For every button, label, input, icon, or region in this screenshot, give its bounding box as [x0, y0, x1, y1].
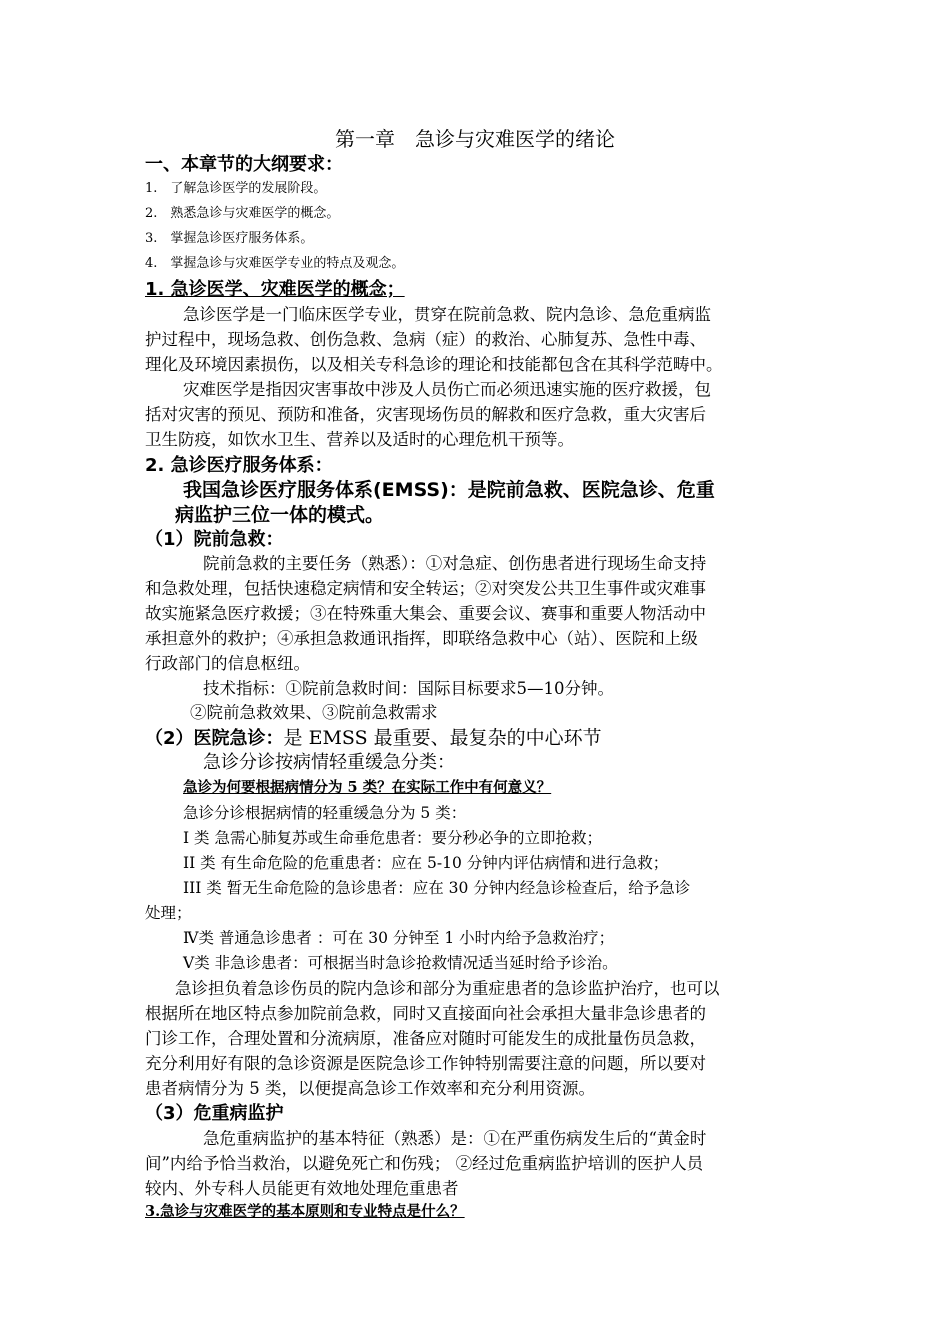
question-principles: 3.急诊与灾难医学的基本原则和专业特点是什么？	[145, 1203, 465, 1220]
prehospital-line3: 故实施紧急医疗救援；③在特殊重大集会、重要会议、赛事和重要人物活动中	[145, 604, 706, 623]
icu-line1: 急危重病监护的基本特征（熟悉）是：①在严重伤病发生后的“黄金时	[203, 1129, 707, 1148]
outline-item-4: 4. 掌握急诊与灾难医学专业的特点及观念。	[145, 256, 405, 271]
emss-definition-line2: 病监护三位一体的模式。	[175, 504, 385, 526]
prehospital-line4: 承担意外的救护；④承担急救通讯指挥，即联络急救中心（站）、医院和上级	[145, 629, 698, 648]
concept-para1-line2: 护过程中，现场急救、创伤急救、急病（症）的救治、心肺复苏、急性中毒、	[145, 330, 706, 349]
subheading-critical-care: （3）危重病监护	[145, 1103, 284, 1124]
heading-concepts: 1. 急诊医学、灾难医学的概念；	[145, 279, 405, 300]
tech-indicator-line1: 技术指标：①院前急救时间：国际目标要求5—10分钟。	[203, 679, 614, 698]
icu-line2: 间”内给予恰当救治，以避免死亡和伤残； ②经过危重病监护培训的医护人员	[145, 1154, 704, 1173]
prehospital-line2: 和急救处理，包括快速稳定病情和安全转运；②对突发公共卫生事件或灾难事	[145, 579, 706, 598]
triage-class-4: Ⅳ类 普通急诊患者 ：可在 30 分钟至 1 小时内给予急救治疗；	[183, 929, 615, 947]
ed-para-line1: 急诊担负着急诊伤员的院内急诊和部分为重症患者的急诊监护治疗，也可以	[175, 979, 720, 998]
concept-para1-line1: 急诊医学是一门临床医学专业，贯穿在院前急救、院内急诊、急危重病监	[183, 305, 711, 324]
ed-para-line3: 门诊工作，合理处置和分流病原，准备应对随时可能发生的成批量伤员急救，	[145, 1029, 706, 1048]
triage-class-3-cont: 处理；	[145, 904, 192, 922]
concept-para2-line1: 灾难医学是指因灾害事故中涉及人员伤亡而必须迅速实施的医疗救援，包	[183, 380, 711, 399]
question-triage: 急诊为何要根据病情分为 5 类？在实际工作中有何意义？	[183, 779, 552, 796]
triage-class-5: Ⅴ类 非急诊患者：可根据当时急诊抢救情况适当延时给予诊治。	[183, 954, 618, 972]
outline-item-3: 3. 掌握急诊医疗服务体系。	[145, 231, 314, 246]
heading-emss: 2. 急诊医疗服务体系：	[145, 455, 333, 476]
triage-intro: 急诊分诊按病情轻重缓急分类：	[203, 752, 455, 773]
subheading-hospital-ed: （2）医院急诊：	[145, 728, 284, 749]
ed-para-line5: 患者病情分为 5 类，以便提高急诊工作效率和充分利用资源。	[145, 1079, 595, 1098]
ed-para-line2: 根据所在地区特点参加院前急救，同时又直接面向社会承担大量非急诊患者的	[145, 1004, 706, 1023]
chapter-title: 第一章 急诊与灾难医学的绪论	[335, 127, 615, 151]
section-heading-outline: 一、本章节的大纲要求：	[145, 154, 343, 175]
prehospital-line5: 行政部门的信息枢纽。	[145, 654, 310, 673]
outline-item-1: 1. 了解急诊医学的发展阶段。	[145, 181, 327, 196]
outline-item-2: 2. 熟悉急诊与灾难医学的概念。	[145, 206, 340, 221]
triage-class-3: III 类 暂无生命危险的急诊患者：应在 30 分钟内经急诊检查后，给予急诊	[183, 879, 691, 897]
prehospital-line1: 院前急救的主要任务（熟悉）：①对急症、创伤患者进行现场生命支持	[203, 554, 707, 573]
concept-para1-line3: 理化及环境因素损伤，以及相关专科急诊的理论和技能都包含在其科学范畴中。	[145, 355, 723, 374]
subheading-hospital-ed-line	[145, 723, 602, 750]
ed-para-line4: 充分利用好有限的急诊资源是医院急诊工作钟特别需要注意的问题，所以要对	[145, 1054, 706, 1073]
hospital-ed-desc: 是 EMSS 最重要、最复杂的中心环节	[283, 727, 602, 749]
triage-class-2: II 类 有生命危险的危重患者：应在 5-10 分钟内评估病情和进行急救；	[183, 854, 669, 872]
icu-line3: 较内、外专科人员能更有效地处理危重患者	[145, 1179, 459, 1198]
tech-indicator-line2: ②院前急救效果、③院前急救需求	[190, 703, 438, 722]
concept-para2-line2: 括对灾害的预见、预防和准备，灾害现场伤员的解救和医疗急救，重大灾害后	[145, 405, 706, 424]
triage-line1: 急诊分诊根据病情的轻重缓急分为 5 类：	[183, 804, 467, 822]
emss-definition-line1: 我国急诊医疗服务体系(EMSS)：是院前急救、医院急诊、危重	[183, 479, 715, 501]
concept-para2-line3: 卫生防疫，如饮水卫生、营养以及适时的心理危机干预等。	[145, 430, 574, 449]
subheading-prehospital: （1）院前急救：	[145, 529, 284, 550]
triage-class-1: I 类 急需心肺复苏或生命垂危患者：要分秒必争的立即抢救；	[183, 829, 602, 847]
